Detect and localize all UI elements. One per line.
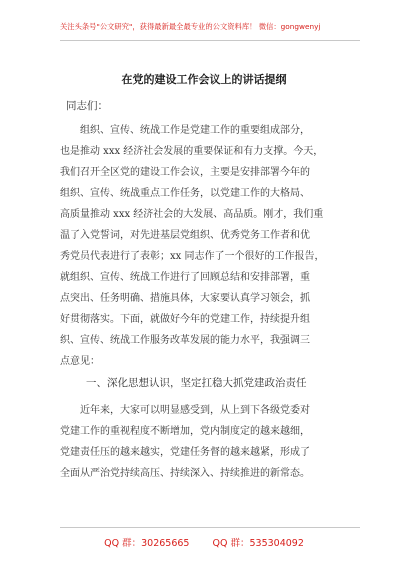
salutation: 同志们： [66,100,108,112]
paragraph-line: 党建责任压的越来越实，党建任务督的越来越紧，形成了 [60,447,310,458]
paragraph-line: 温了入党誓词，对先进基层党组织、优秀党务工作者和优 [60,230,310,241]
paragraph-line: 织、宣传、统战工作服务改革发展的能力水平，我强调三 [60,335,310,346]
footer-contact [0,535,408,549]
document-title: 在党的建设工作会议上的讲话提纲 [121,73,287,86]
paragraph-line: 党建工作的重视程度不断增加，党内制度定的越来越细， [60,426,310,437]
footer-qq-group-2: QQ 群：535304092 [212,538,304,549]
paragraph-line: 组织、宣传、统战重点工作任务，以党建工作的大格局、 [60,188,310,199]
paragraph-line: 好贯彻落实。下面，就做好今年的党建工作，持续提升组 [60,314,310,325]
paragraph-line: 秀党员代表进行了表彰；xx 同志作了一个很好的工作报告， [60,251,325,262]
header-banner: 关注头条号"公文研究"，获得最新最全最专业的公文资料库！ 微信：gongwenyj [60,22,321,31]
paragraph-line: 近年来，大家可以明显感受到，从上到下各级党委对 [80,405,310,416]
paragraph-line: 高质量推动 xxx 经济社会的大发展、高品质。刚才，我们重 [60,209,324,220]
header-divider [60,40,360,41]
section-heading-1: 一、深化思想认识，坚定扛稳大抓党建政治责任 [86,377,307,389]
paragraph-line: 也是推动 xxx 经济社会发展的重要保证和有力支撑。今天， [60,146,324,157]
paragraph-line: 我们召开全区党的建设工作会议，主要是安排部署今年的 [60,167,310,178]
paragraph-line: 点突出、任务明确、措施具体，大家要认真学习领会，抓 [60,293,310,304]
paragraph-line: 就组织、宣传、统战工作进行了回顾总结和安排部署，重 [60,272,310,283]
paragraph-line: 点意见： [60,356,100,367]
footer-qq-group-1: QQ 群：30265665 [104,538,190,549]
footer-divider [60,527,360,528]
paragraph-line: 全面从严治党持续高压、持续深入、持续推进的新常态。 [60,468,310,479]
paragraph-line: 组织、宣传、统战工作是党建工作的重要组成部分， [80,125,310,136]
